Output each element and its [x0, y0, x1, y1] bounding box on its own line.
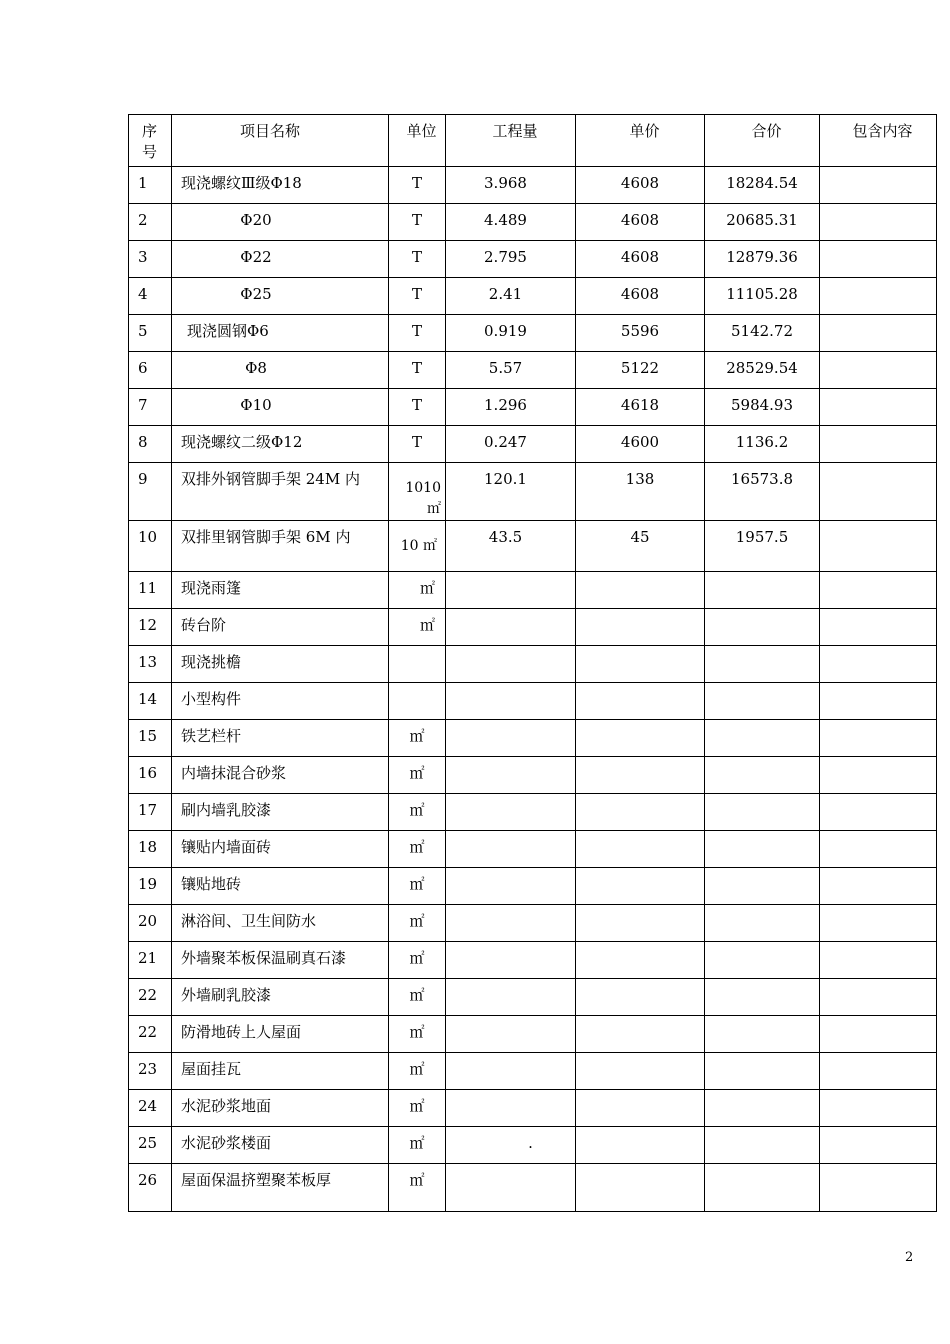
page-number: 2: [905, 1250, 914, 1265]
row-name: 现浇圆钢Φ6: [172, 315, 389, 352]
row-name: 屋面挂瓦: [172, 1053, 389, 1090]
header-qty: 工程量: [446, 115, 576, 167]
row-contents: [820, 315, 937, 352]
row-price: [576, 868, 705, 905]
row-total: [705, 905, 820, 942]
row-total: 28529.54: [705, 352, 820, 389]
row-total: [705, 1053, 820, 1090]
row-unit: [389, 683, 446, 720]
row-total: [705, 609, 820, 646]
row-seq: 21: [129, 942, 172, 979]
row-contents: [820, 868, 937, 905]
header-contents: 包含内容: [820, 115, 937, 167]
row-name: 铁艺栏杆: [172, 720, 389, 757]
table-row: [129, 1016, 937, 1053]
row-price: 4600: [576, 426, 705, 463]
row-name: 镶贴地砖: [172, 868, 389, 905]
table-row: [129, 1127, 937, 1164]
row-total: 1136.2: [705, 426, 820, 463]
row-qty: 120.1: [446, 463, 576, 521]
row-seq: 13: [129, 646, 172, 683]
row-price: [576, 1053, 705, 1090]
row-price: [576, 1016, 705, 1053]
row-unit: ㎡: [389, 609, 446, 646]
row-contents: [820, 757, 937, 794]
row-price: 138: [576, 463, 705, 521]
row-unit: T: [389, 204, 446, 241]
row-price: [576, 1127, 705, 1164]
row-contents: [820, 241, 937, 278]
row-qty: 4.489: [446, 204, 576, 241]
row-unit: [389, 646, 446, 683]
row-total: [705, 572, 820, 609]
table-row: [129, 1053, 937, 1090]
row-unit: ㎡: [389, 1164, 446, 1212]
table-row: [129, 426, 937, 463]
row-unit: ㎡: [389, 868, 446, 905]
row-contents: [820, 521, 937, 572]
row-unit: ㎡: [389, 794, 446, 831]
row-price: [576, 831, 705, 868]
row-qty: [446, 868, 576, 905]
quantity-table: [128, 114, 937, 1212]
row-total: 20685.31: [705, 204, 820, 241]
row-name: 砖台阶: [172, 609, 389, 646]
row-seq: 22: [129, 979, 172, 1016]
row-unit: 10 ㎡: [389, 521, 446, 572]
row-price: 4608: [576, 278, 705, 315]
row-seq: 5: [129, 315, 172, 352]
row-total: 18284.54: [705, 167, 820, 204]
row-contents: [820, 831, 937, 868]
table-row: [129, 757, 937, 794]
row-qty: [446, 683, 576, 720]
row-unit: ㎡: [389, 1090, 446, 1127]
row-name: 水泥砂浆楼面: [172, 1127, 389, 1164]
row-price: 4608: [576, 241, 705, 278]
row-price: [576, 683, 705, 720]
row-total: [705, 868, 820, 905]
row-name: 镶贴内墙面砖: [172, 831, 389, 868]
row-name: 双排外钢管脚手架 24M 内: [172, 463, 389, 521]
row-price: 45: [576, 521, 705, 572]
row-total: 5142.72: [705, 315, 820, 352]
row-price: 5596: [576, 315, 705, 352]
row-qty: [446, 720, 576, 757]
row-contents: [820, 1090, 937, 1127]
row-price: [576, 794, 705, 831]
row-name: Φ25: [172, 278, 389, 315]
row-seq: 17: [129, 794, 172, 831]
row-name: Φ22: [172, 241, 389, 278]
row-total: [705, 683, 820, 720]
table-row: [129, 204, 937, 241]
row-price: 5122: [576, 352, 705, 389]
row-total: [705, 1090, 820, 1127]
table-row: [129, 463, 937, 521]
row-total: 16573.8: [705, 463, 820, 521]
row-total: 12879.36: [705, 241, 820, 278]
row-name: Φ10: [172, 389, 389, 426]
row-name: 屋面保温挤塑聚苯板厚: [172, 1164, 389, 1212]
table-row: [129, 646, 937, 683]
row-contents: [820, 609, 937, 646]
row-contents: [820, 389, 937, 426]
row-qty: 43.5: [446, 521, 576, 572]
row-qty: 0.247: [446, 426, 576, 463]
table-row: [129, 942, 937, 979]
table-row: [129, 1090, 937, 1127]
row-unit: ㎡: [389, 720, 446, 757]
table-row: [129, 241, 937, 278]
table-row: [129, 315, 937, 352]
row-qty: [446, 942, 576, 979]
table-row: [129, 278, 937, 315]
row-qty: .: [446, 1127, 576, 1164]
row-unit: ㎡: [389, 979, 446, 1016]
row-price: [576, 942, 705, 979]
row-unit: T: [389, 315, 446, 352]
row-unit: T: [389, 389, 446, 426]
row-unit: T: [389, 241, 446, 278]
row-seq: 11: [129, 572, 172, 609]
table-row: [129, 389, 937, 426]
row-price: [576, 1090, 705, 1127]
row-contents: [820, 204, 937, 241]
row-unit: ㎡: [389, 831, 446, 868]
header-unit: 单位: [389, 115, 446, 167]
row-price: [576, 572, 705, 609]
row-qty: 2.795: [446, 241, 576, 278]
row-total: [705, 831, 820, 868]
row-qty: [446, 646, 576, 683]
row-seq: 18: [129, 831, 172, 868]
row-seq: 22: [129, 1016, 172, 1053]
row-name: Φ8: [172, 352, 389, 389]
row-name: 内墙抹混合砂浆: [172, 757, 389, 794]
row-contents: [820, 1016, 937, 1053]
row-total: [705, 720, 820, 757]
row-total: [705, 1164, 820, 1212]
row-qty: 2.41: [446, 278, 576, 315]
row-qty: [446, 1053, 576, 1090]
row-name: 双排里钢管脚手架 6M 内: [172, 521, 389, 572]
row-seq: 1: [129, 167, 172, 204]
row-total: [705, 1127, 820, 1164]
row-unit: T: [389, 426, 446, 463]
row-contents: [820, 426, 937, 463]
row-qty: 0.919: [446, 315, 576, 352]
row-total: [705, 1016, 820, 1053]
row-price: [576, 646, 705, 683]
row-seq: 25: [129, 1127, 172, 1164]
row-total: 5984.93: [705, 389, 820, 426]
header-seq: 序号: [129, 115, 172, 167]
table-row: [129, 794, 937, 831]
row-qty: [446, 1164, 576, 1212]
row-qty: [446, 905, 576, 942]
table-row: [129, 572, 937, 609]
table-row: [129, 167, 937, 204]
row-contents: [820, 794, 937, 831]
row-qty: 1.296: [446, 389, 576, 426]
row-price: [576, 720, 705, 757]
row-name: 外墙聚苯板保温刷真石漆: [172, 942, 389, 979]
header-total: 合价: [705, 115, 820, 167]
row-name: 现浇雨篷: [172, 572, 389, 609]
row-seq: 12: [129, 609, 172, 646]
row-qty: 5.57: [446, 352, 576, 389]
row-seq: 4: [129, 278, 172, 315]
row-contents: [820, 646, 937, 683]
row-total: [705, 646, 820, 683]
row-seq: 9: [129, 463, 172, 521]
row-price: 4618: [576, 389, 705, 426]
row-total: [705, 942, 820, 979]
row-unit: ㎡: [389, 942, 446, 979]
row-contents: [820, 979, 937, 1016]
row-name: 外墙刷乳胶漆: [172, 979, 389, 1016]
table-row: [129, 521, 937, 572]
row-contents: [820, 683, 937, 720]
row-name: 现浇挑檐: [172, 646, 389, 683]
row-price: [576, 757, 705, 794]
row-name: 防滑地砖上人屋面: [172, 1016, 389, 1053]
table-row: [129, 720, 937, 757]
row-seq: 19: [129, 868, 172, 905]
row-name: 水泥砂浆地面: [172, 1090, 389, 1127]
header-price: 单价: [576, 115, 705, 167]
row-qty: [446, 831, 576, 868]
row-total: [705, 979, 820, 1016]
table-row: [129, 979, 937, 1016]
row-seq: 2: [129, 204, 172, 241]
row-price: [576, 1164, 705, 1212]
row-name: 小型构件: [172, 683, 389, 720]
table-row: [129, 352, 937, 389]
row-seq: 7: [129, 389, 172, 426]
row-qty: [446, 979, 576, 1016]
row-unit: ㎡: [389, 905, 446, 942]
row-name: 现浇螺纹二级Φ12: [172, 426, 389, 463]
row-qty: 3.968: [446, 167, 576, 204]
row-contents: [820, 720, 937, 757]
row-unit: T: [389, 278, 446, 315]
table-row: [129, 905, 937, 942]
row-price: [576, 905, 705, 942]
table-row: [129, 868, 937, 905]
row-price: 4608: [576, 204, 705, 241]
row-seq: 15: [129, 720, 172, 757]
row-seq: 3: [129, 241, 172, 278]
row-seq: 16: [129, 757, 172, 794]
row-qty: [446, 1090, 576, 1127]
row-seq: 10: [129, 521, 172, 572]
row-contents: [820, 572, 937, 609]
row-contents: [820, 1164, 937, 1212]
row-total: [705, 794, 820, 831]
row-seq: 20: [129, 905, 172, 942]
row-contents: [820, 278, 937, 315]
row-name: 现浇螺纹Ⅲ级Φ18: [172, 167, 389, 204]
row-unit: T: [389, 352, 446, 389]
row-qty: [446, 794, 576, 831]
row-unit: 1010 ㎡: [389, 463, 446, 521]
row-contents: [820, 1053, 937, 1090]
row-qty: [446, 757, 576, 794]
row-total: [705, 757, 820, 794]
row-name: Φ20: [172, 204, 389, 241]
row-qty: [446, 1016, 576, 1053]
header-name: 项目名称: [172, 115, 389, 167]
row-unit: T: [389, 167, 446, 204]
row-seq: 26: [129, 1164, 172, 1212]
table-row: [129, 831, 937, 868]
row-seq: 23: [129, 1053, 172, 1090]
row-contents: [820, 352, 937, 389]
table-row: [129, 1164, 937, 1212]
table-row: [129, 683, 937, 720]
row-contents: [820, 167, 937, 204]
row-qty: [446, 609, 576, 646]
row-name: 刷内墙乳胶漆: [172, 794, 389, 831]
row-seq: 8: [129, 426, 172, 463]
row-contents: [820, 942, 937, 979]
row-total: 1957.5: [705, 521, 820, 572]
row-contents: [820, 905, 937, 942]
header-row: [129, 115, 937, 167]
row-seq: 14: [129, 683, 172, 720]
row-price: [576, 609, 705, 646]
row-seq: 24: [129, 1090, 172, 1127]
row-seq: 6: [129, 352, 172, 389]
row-total: 11105.28: [705, 278, 820, 315]
row-unit: ㎡: [389, 1053, 446, 1090]
row-unit: ㎡: [389, 572, 446, 609]
row-name: 淋浴间、卫生间防水: [172, 905, 389, 942]
row-contents: [820, 1127, 937, 1164]
table-row: [129, 609, 937, 646]
row-unit: ㎡: [389, 757, 446, 794]
row-qty: [446, 572, 576, 609]
row-contents: [820, 463, 937, 521]
row-price: [576, 979, 705, 1016]
row-price: 4608: [576, 167, 705, 204]
row-unit: ㎡: [389, 1016, 446, 1053]
row-unit: ㎡: [389, 1127, 446, 1164]
